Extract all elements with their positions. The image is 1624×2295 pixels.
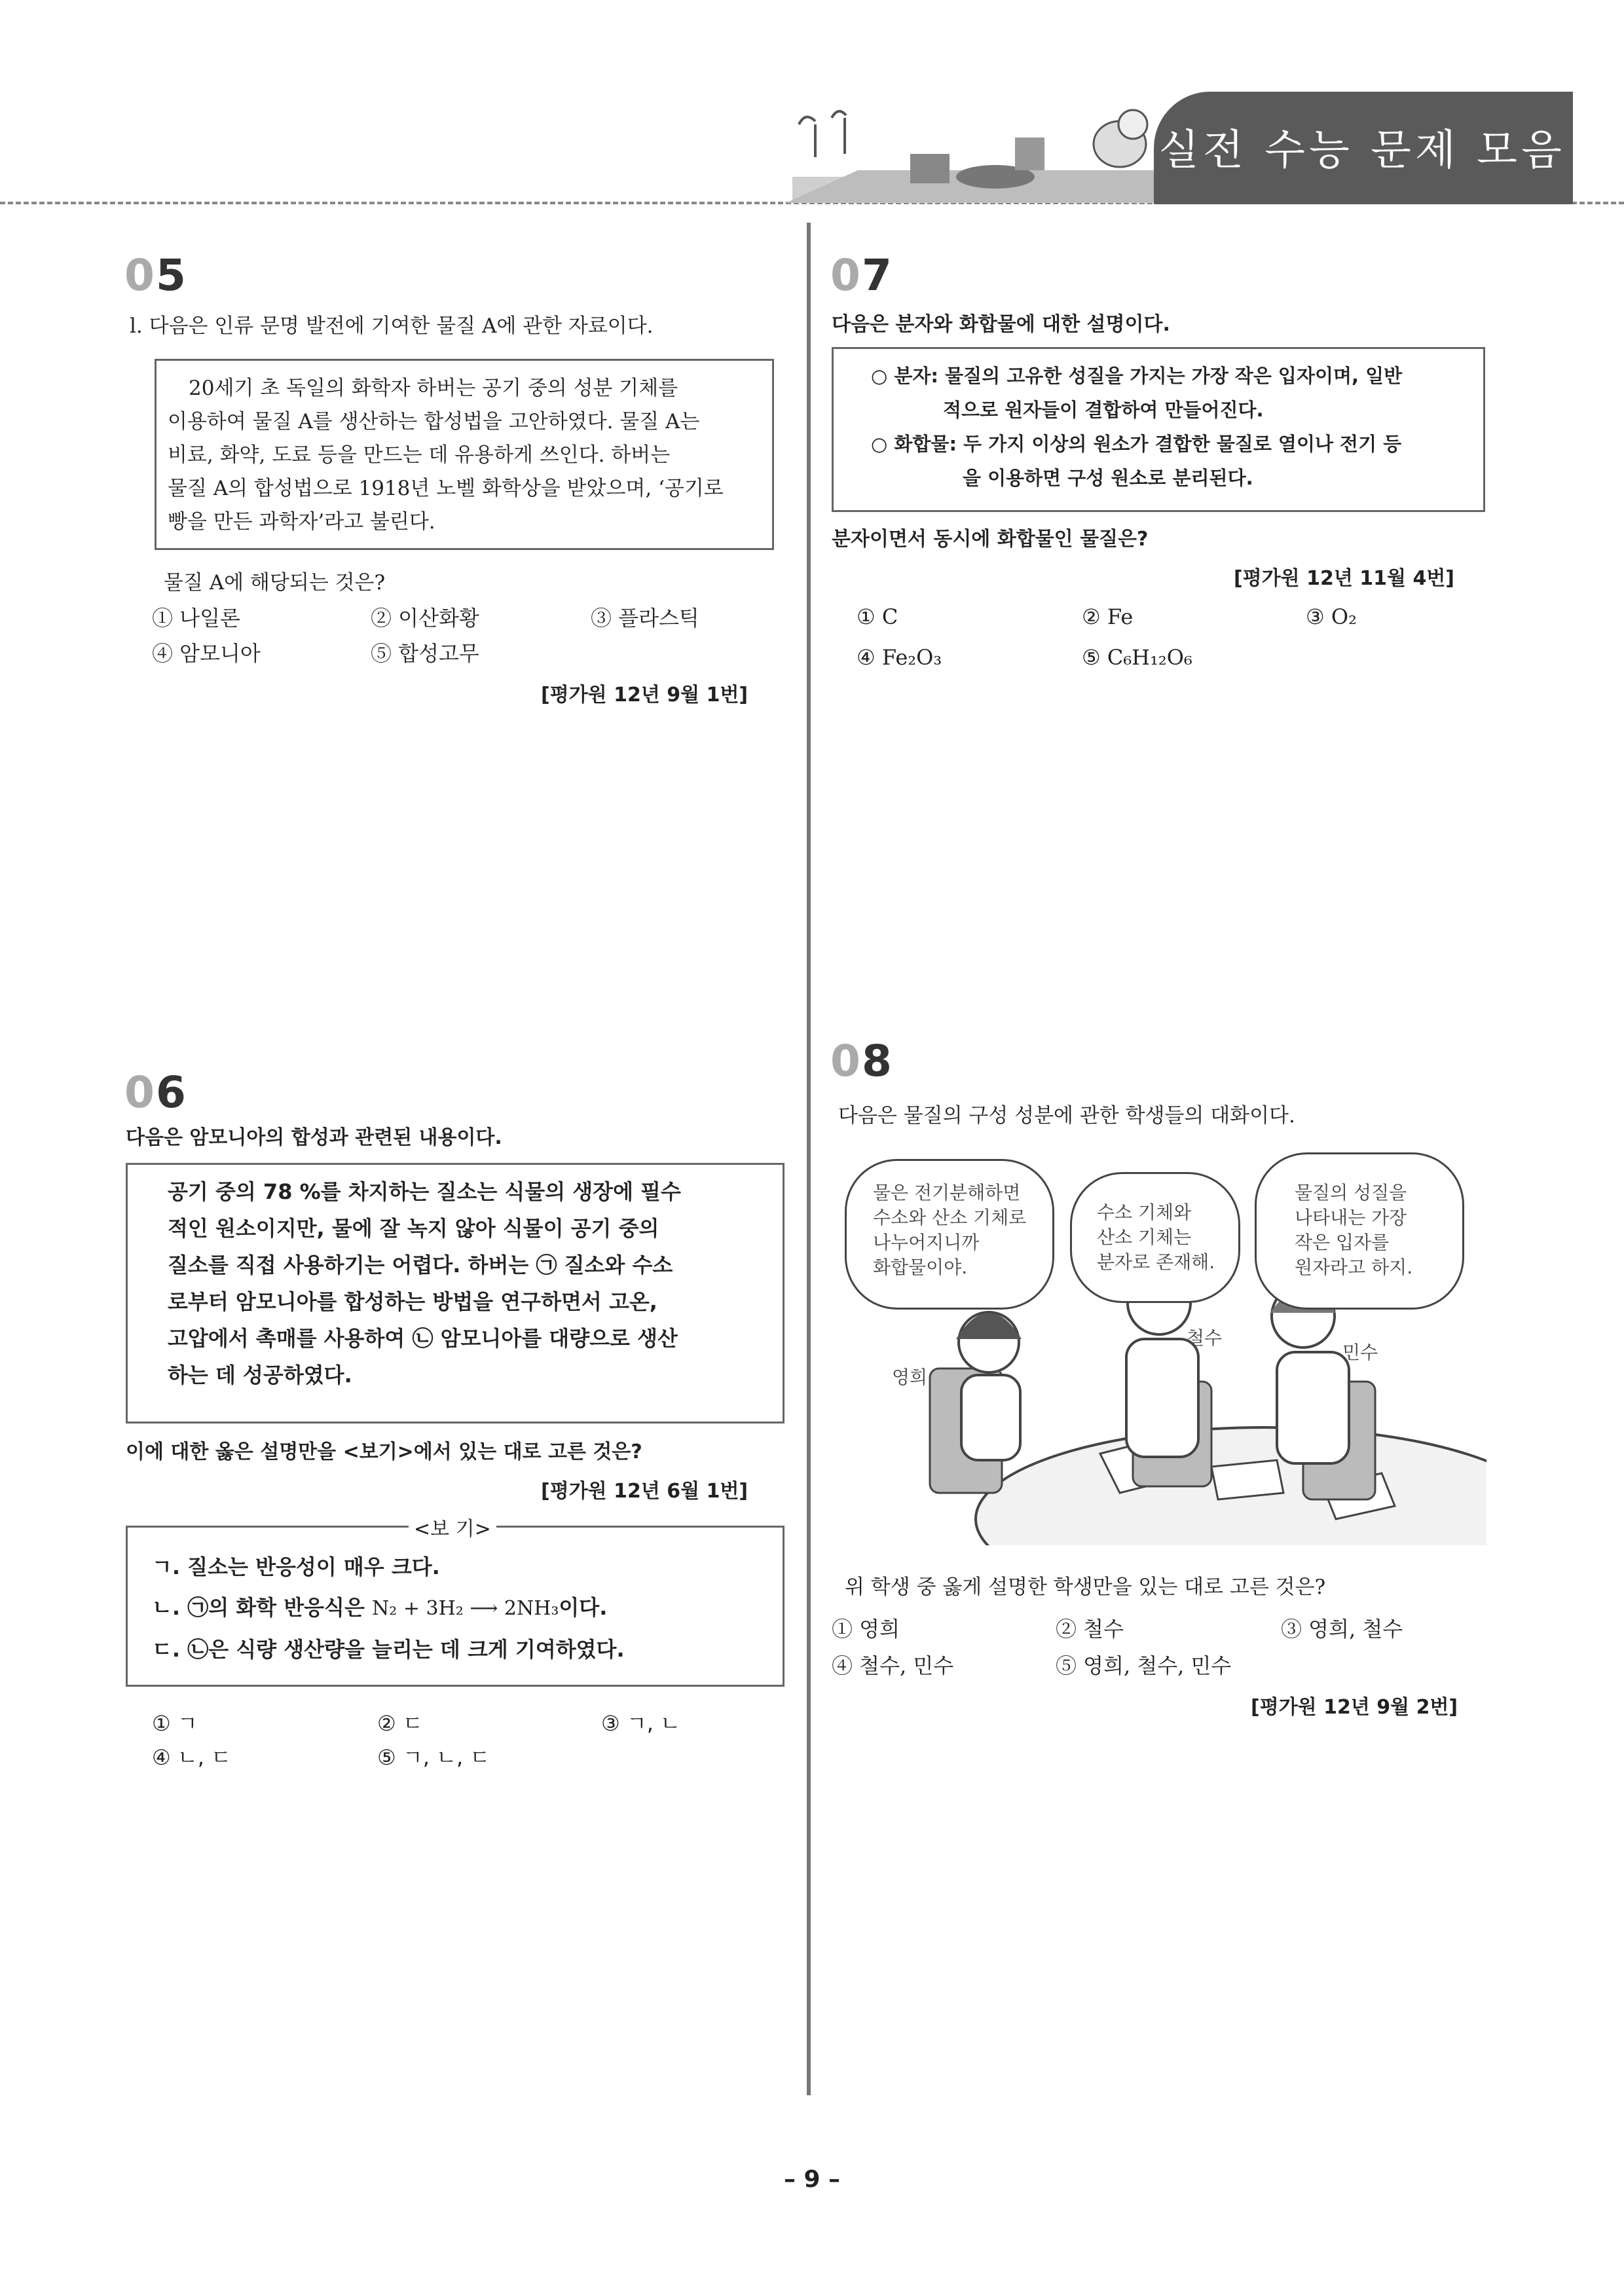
question-stem: l. 다음은 인류 문명 발전에 기여한 물질 A에 관한 자료이다.	[130, 314, 654, 338]
passage-text: 20세기 초 독일의 화학자 하버는 공기 중의 성분 기체를 이용하여 물질 A를 생산하는 합성법을 고안하였다. 물질 A는 비료, 화약, 도료 등을 만드는 데 유용하게 쓰인다. 하버는 물질 A의 합성법으로 1918년 노벨 화학상을 받았으며, ‘공기로 빵을 만든 과학자’라고 불린다.	[168, 376, 724, 534]
option-4[interactable]: ④ 암모니아	[152, 641, 261, 666]
question-stem: 다음은 분자와 화합물에 대한 설명이다.	[832, 313, 1170, 336]
page-number: – 9 –	[783, 2166, 841, 2193]
question-number-06: 06	[124, 1067, 187, 1118]
bogi-item-2: ㄴ. ㉠의 화학 반응식은 N₂ + 3H₂ ⟶ 2NH₃이다.	[152, 1595, 608, 1620]
question-prompt: 이에 대한 옳은 설명만을 <보기>에서 있는 대로 고른 것은?	[126, 1441, 642, 1463]
option-2[interactable]: ② ㄷ	[377, 1711, 423, 1736]
speech-bubble-younghee: 물은 전기분해하면 수소와 산소 기체로 나누어지니까 화합물이야.	[845, 1159, 1054, 1310]
option-4[interactable]: ④ Fe₂O₃	[857, 645, 942, 670]
option-4[interactable]: ④ 철수, 민수	[832, 1653, 954, 1678]
option-5[interactable]: ⑤ 영희, 철수, 민수	[1056, 1653, 1232, 1678]
question-prompt: 물질 A에 해당되는 것은?	[164, 571, 386, 595]
page-header-title: 실전 수능 문제 모음	[1158, 126, 1566, 175]
option-5[interactable]: ⑤ ㄱ, ㄴ, ㄷ	[377, 1745, 490, 1770]
option-5[interactable]: ⑤ 합성고무	[371, 641, 479, 666]
question-number-05: 05	[124, 250, 187, 301]
option-5[interactable]: ⑤ C₆H₁₂O₆	[1082, 645, 1192, 670]
bogi-label: <보 기>	[409, 1513, 496, 1541]
option-4[interactable]: ④ ㄴ, ㄷ	[152, 1745, 232, 1770]
option-2[interactable]: ② Fe	[1082, 604, 1134, 629]
student-name-younghee: 영희	[892, 1367, 928, 1388]
option-2[interactable]: ② 철수	[1056, 1617, 1124, 1642]
option-3[interactable]: ③ ㄱ, ㄴ	[601, 1711, 681, 1736]
option-1[interactable]: ① C	[857, 604, 898, 629]
option-1[interactable]: ① ㄱ	[152, 1711, 198, 1736]
definition-text: ○ 분자: 물질의 고유한 성질을 가지는 가장 작은 입자이며, 일반 적으로 원자들이 결합하여 만들어진다. ○ 화합물: 두 가지 이상의 원소가 결합한 물질로 열이나 전기 등 을 이용하면 구성 원소로 분리된다.	[871, 365, 1403, 489]
speech-bubble-minsu: 물질의 성질을 나타내는 가장 작은 입자를 원자라고 하지.	[1255, 1152, 1464, 1310]
bogi-items	[152, 1547, 625, 1670]
question-stem: 다음은 물질의 구성 성분에 관한 학생들의 대화이다.	[838, 1104, 1295, 1128]
option-3[interactable]: ③ 플라스틱	[591, 606, 699, 631]
question-prompt: 분자이면서 동시에 화합물인 물질은?	[832, 528, 1149, 551]
question-number-07: 07	[830, 250, 893, 301]
student-name-minsu: 민수	[1342, 1342, 1378, 1363]
header-illustration	[779, 98, 1172, 203]
source-label: [평가원 12년 9월 2번]	[1251, 1696, 1458, 1719]
option-3[interactable]: ③ O₂	[1306, 604, 1357, 629]
option-1[interactable]: ① 영희	[832, 1617, 900, 1642]
source-label: [평가원 12년 11월 4번]	[1234, 567, 1455, 590]
bogi-item-1: ㄱ. 질소는 반응성이 매우 크다.	[152, 1554, 440, 1579]
passage-text: 공기 중의 78 %를 차지하는 질소는 식물의 생장에 필수 적인 원소이지만, 물에 잘 녹지 않아 식물이 공기 중의 질소를 직접 사용하기는 어렵다. 하버는 ㉠ 질소와 수소 로부터 암모니아를 합성하는 방법을 연구하면서 고온, 고압에서 촉매를 사용하여 ㉡ 암모니아를 대량으로 생산 하는 데 성공하였다.	[168, 1179, 681, 1387]
speech-bubble-cheolsu: 수소 기체와 산소 기체는 분자로 존재해.	[1070, 1172, 1240, 1303]
question-stem: 다음은 암모니아의 합성과 관련된 내용이다.	[126, 1126, 502, 1149]
option-1[interactable]: ① 나일론	[152, 606, 240, 631]
question-number-08: 08	[830, 1036, 893, 1086]
source-label: [평가원 12년 9월 1번]	[541, 684, 748, 707]
option-3[interactable]: ③ 영희, 철수	[1281, 1617, 1403, 1642]
student-name-cheolsu: 철수	[1187, 1327, 1223, 1349]
question-prompt: 위 학생 중 옳게 설명한 학생만을 있는 대로 고른 것은?	[845, 1575, 1326, 1599]
option-2[interactable]: ② 이산화황	[371, 606, 479, 631]
source-label: [평가원 12년 6월 1번]	[541, 1480, 748, 1503]
column-divider	[807, 223, 811, 2095]
bogi-item-3: ㄷ. ㉡은 식량 생산량을 늘리는 데 크게 기여하였다.	[152, 1637, 625, 1662]
